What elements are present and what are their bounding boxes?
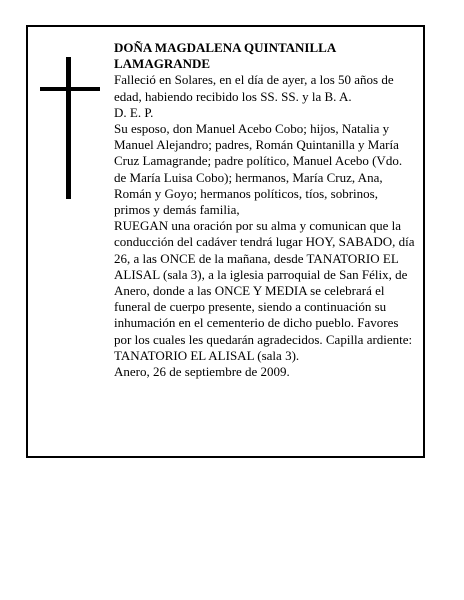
funeral-request: RUEGAN una oración por su alma y comunican que la conducción del cadáver tendrá lugar HOY, SABADO, día 26, a las ONCE de la mañana, desde TANATORIO EL ALISAL (sala 3), a la iglesia parroquial de San Félix, de Anero, donde a las ONCE Y MEDIA se celebrará el funeral de cuerpo presente, siendo a continuación su inhumación en el cementerio de dicho pueblo. Favores por los cuales les quedarán agradecidos. Capilla ardiente: TANATORIO EL ALISAL (sala 3). bbox=[114, 218, 415, 363]
cross-vertical-bar bbox=[66, 57, 71, 199]
cross-icon bbox=[40, 57, 100, 199]
deceased-name: DOÑA MAGDALENA QUINTANILLA LAMAGRANDE bbox=[114, 40, 336, 72]
place-date: Anero, 26 de septiembre de 2009. bbox=[114, 364, 290, 380]
cross-horizontal-bar bbox=[40, 87, 100, 91]
dep-line: D. E. P. bbox=[114, 104, 154, 120]
obituary-notice bbox=[26, 25, 425, 458]
family-list: Su esposo, don Manuel Acebo Cobo; hijos, Natalia y Manuel Alejandro; padres, Román Quintanilla y María Cruz Lamagrande; padre político, Manuel Acebo (Vdo. de María Luisa Cobo); hermanos, María Cruz, Ana, Román y Goyo; hermanos políticos, tíos, sobrinos, primos y demás familia, bbox=[114, 121, 403, 218]
notice-text bbox=[114, 40, 416, 380]
death-statement: Falleció en Solares, en el día de ayer, a los 50 años de edad, habiendo recibido los SS. SS. y la B. A. bbox=[114, 72, 394, 104]
